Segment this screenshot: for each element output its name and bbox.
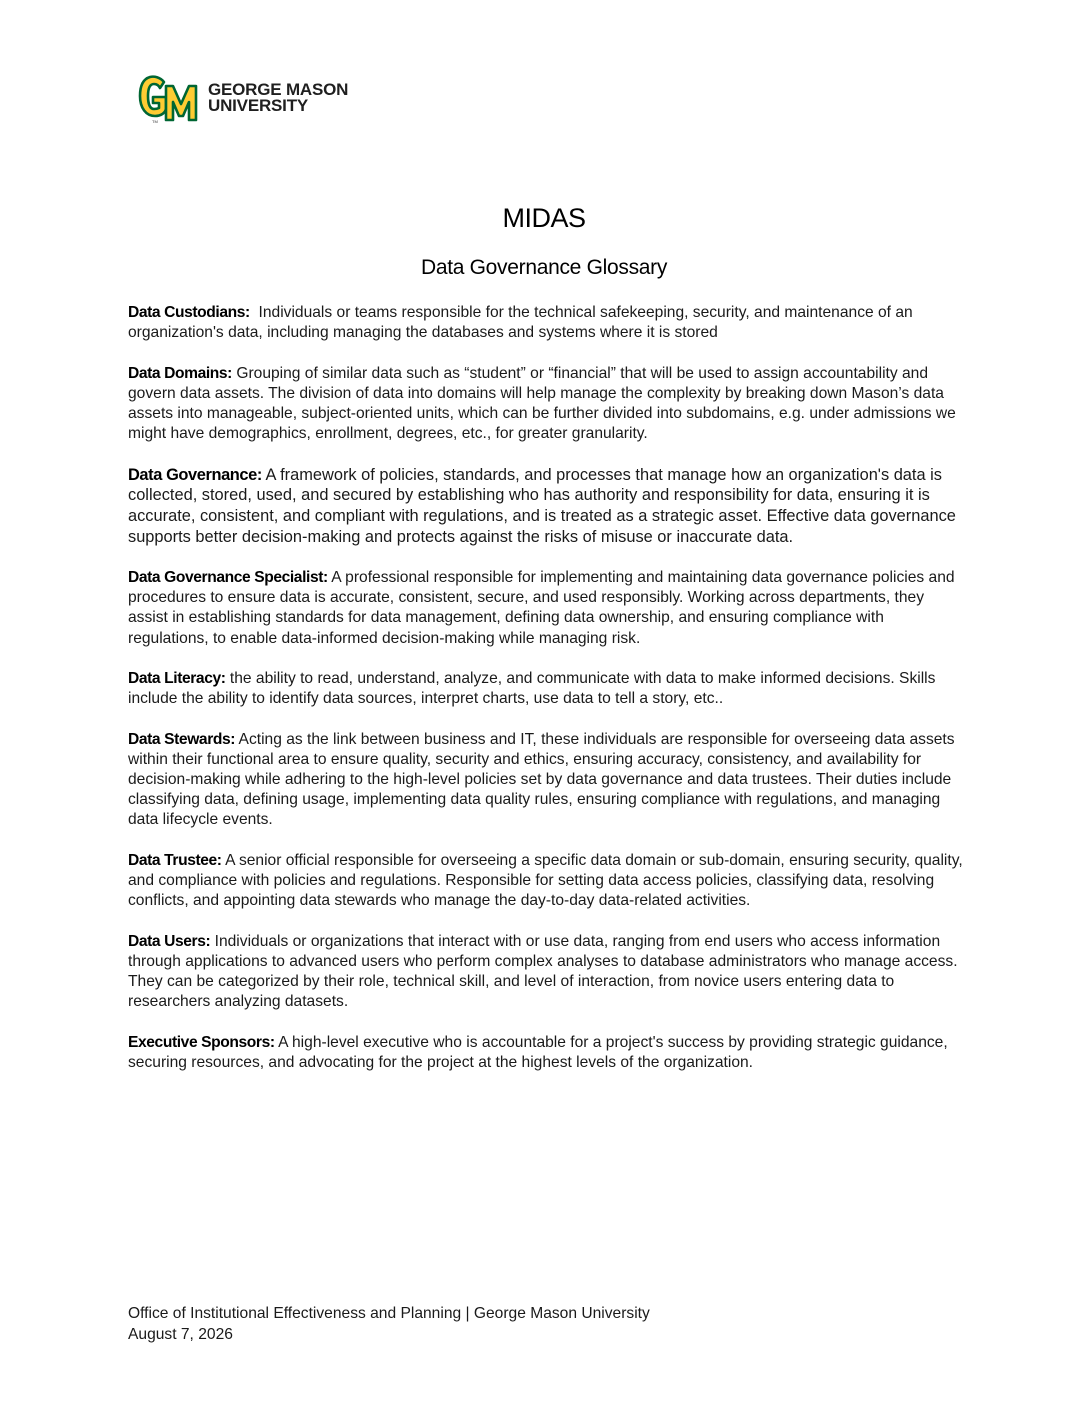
logo-line-1: GEORGE MASON	[208, 80, 349, 99]
logo-wordmark	[208, 82, 348, 114]
glossary-entry-data-literacy	[128, 669, 964, 709]
footer-office-line: Office of Institutional Effectiveness and Planning | George Mason University	[128, 1305, 650, 1322]
glossary-list	[128, 303, 964, 1093]
glossary-definition: A framework of policies, standards, and processes that manage how an organization's data is collected, stored, used, and secured by establishing who has authority and responsibility for data, ensuring it is accurate, consistent, and compliant with regulations, and is treated as a strategic asset. Effective data governance supports better decision-making and protects against the risks of misuse or inaccurate data.	[128, 465, 956, 546]
glossary-definition: A high-level executive who is accountable for a project's success by providing strategic guidance, securing resources, and advocating for the project at the highest levels of the organization.	[128, 1033, 948, 1071]
glossary-term: Data Literacy:	[128, 669, 226, 687]
glossary-definition: Acting as the link between business and IT, these individuals are responsible for overseeing data assets within their functional area to ensure quality, security and ethics, ensuring accuracy, consistency, and availability for decision-making while adhering to the high-level policies set by data governance and data trustees. Their duties include classifying data, defining usage, implementing data quality rules, ensuring compliance with regulations, and managing data lifecycle events.	[128, 730, 955, 829]
glossary-definition: A senior official responsible for overseeing a specific data domain or sub-domain, ensuring security, quality, and compliance with policies and regulations. Responsible for setting data access policies, classifying data, resolving conflicts, and appointing data stewards who manage the day-to-day data-related activities.	[128, 851, 963, 910]
gm-monogram-icon	[138, 72, 202, 124]
glossary-definition: A professional responsible for implementing and maintaining data governance policies and procedures to ensure data is accurate, consistent, secure, and used responsibly. Working across departments, they assist in establishing standards for data management, defining data ownership, and ensuring compliance with regulations, to enable data-informed decision-making while managing risk.	[128, 568, 955, 647]
glossary-term: Data Governance Specialist:	[128, 568, 328, 586]
glossary-entry-executive-sponsors	[128, 1033, 964, 1073]
page-footer	[128, 1304, 650, 1345]
glossary-definition: Individuals or teams responsible for the technical safekeeping, security, and maintenance of an organization's data, including managing the databases and systems where it is stored	[128, 304, 913, 342]
glossary-definition: Individuals or organizations that interact with or use data, ranging from end users who access information through applications to advanced users who perform complex analyses to database administrators who manage access. They can be categorized by their role, technical skill, and level of interaction, from novice users entering data to researchers analyzing datasets.	[128, 932, 958, 1011]
glossary-definition: the ability to read, understand, analyze, and communicate with data to make informed decisions. Skills include the ability to identify data sources, interpret charts, use data to tell a story, etc..	[128, 669, 936, 708]
footer-date: August 7, 2026	[128, 1325, 233, 1343]
glossary-term: Data Custodians:	[128, 304, 250, 321]
logo-line-2: UNIVERSITY	[208, 96, 309, 115]
glossary-entry-data-users	[128, 932, 964, 1013]
document-subtitle: Data Governance Glossary	[420, 256, 668, 279]
glossary-term: Data Trustee:	[128, 851, 222, 869]
glossary-entry-data-governance-specialist	[128, 568, 964, 649]
glossary-term: Data Stewards:	[128, 730, 236, 748]
glossary-entry-data-stewards	[128, 730, 964, 831]
glossary-term: Data Users:	[128, 932, 211, 950]
glossary-definition: Grouping of similar data such as “student” or “financial” that will be used to assign accountability and govern data assets. The division of data into domains will help manage the complexity by breaking down Mason’s data assets into manageable, subject-oriented units, which can be further divided into subdomains, e.g. under admissions we might have demographics, enrollment, degrees, etc., for greater granularity.	[128, 364, 956, 443]
glossary-entry-data-trustee	[128, 851, 964, 912]
glossary-entry-data-custodians	[128, 303, 964, 343]
glossary-term: Data Governance:	[128, 465, 262, 484]
glossary-term: Data Domains:	[128, 364, 232, 382]
glossary-entry-data-domains	[128, 364, 964, 445]
document-title: MIDAS	[502, 203, 586, 233]
trademark-mark: TM	[152, 119, 158, 124]
glossary-entry-data-governance	[128, 465, 964, 548]
university-logo	[138, 72, 348, 124]
glossary-term: Executive Sponsors:	[128, 1033, 275, 1051]
